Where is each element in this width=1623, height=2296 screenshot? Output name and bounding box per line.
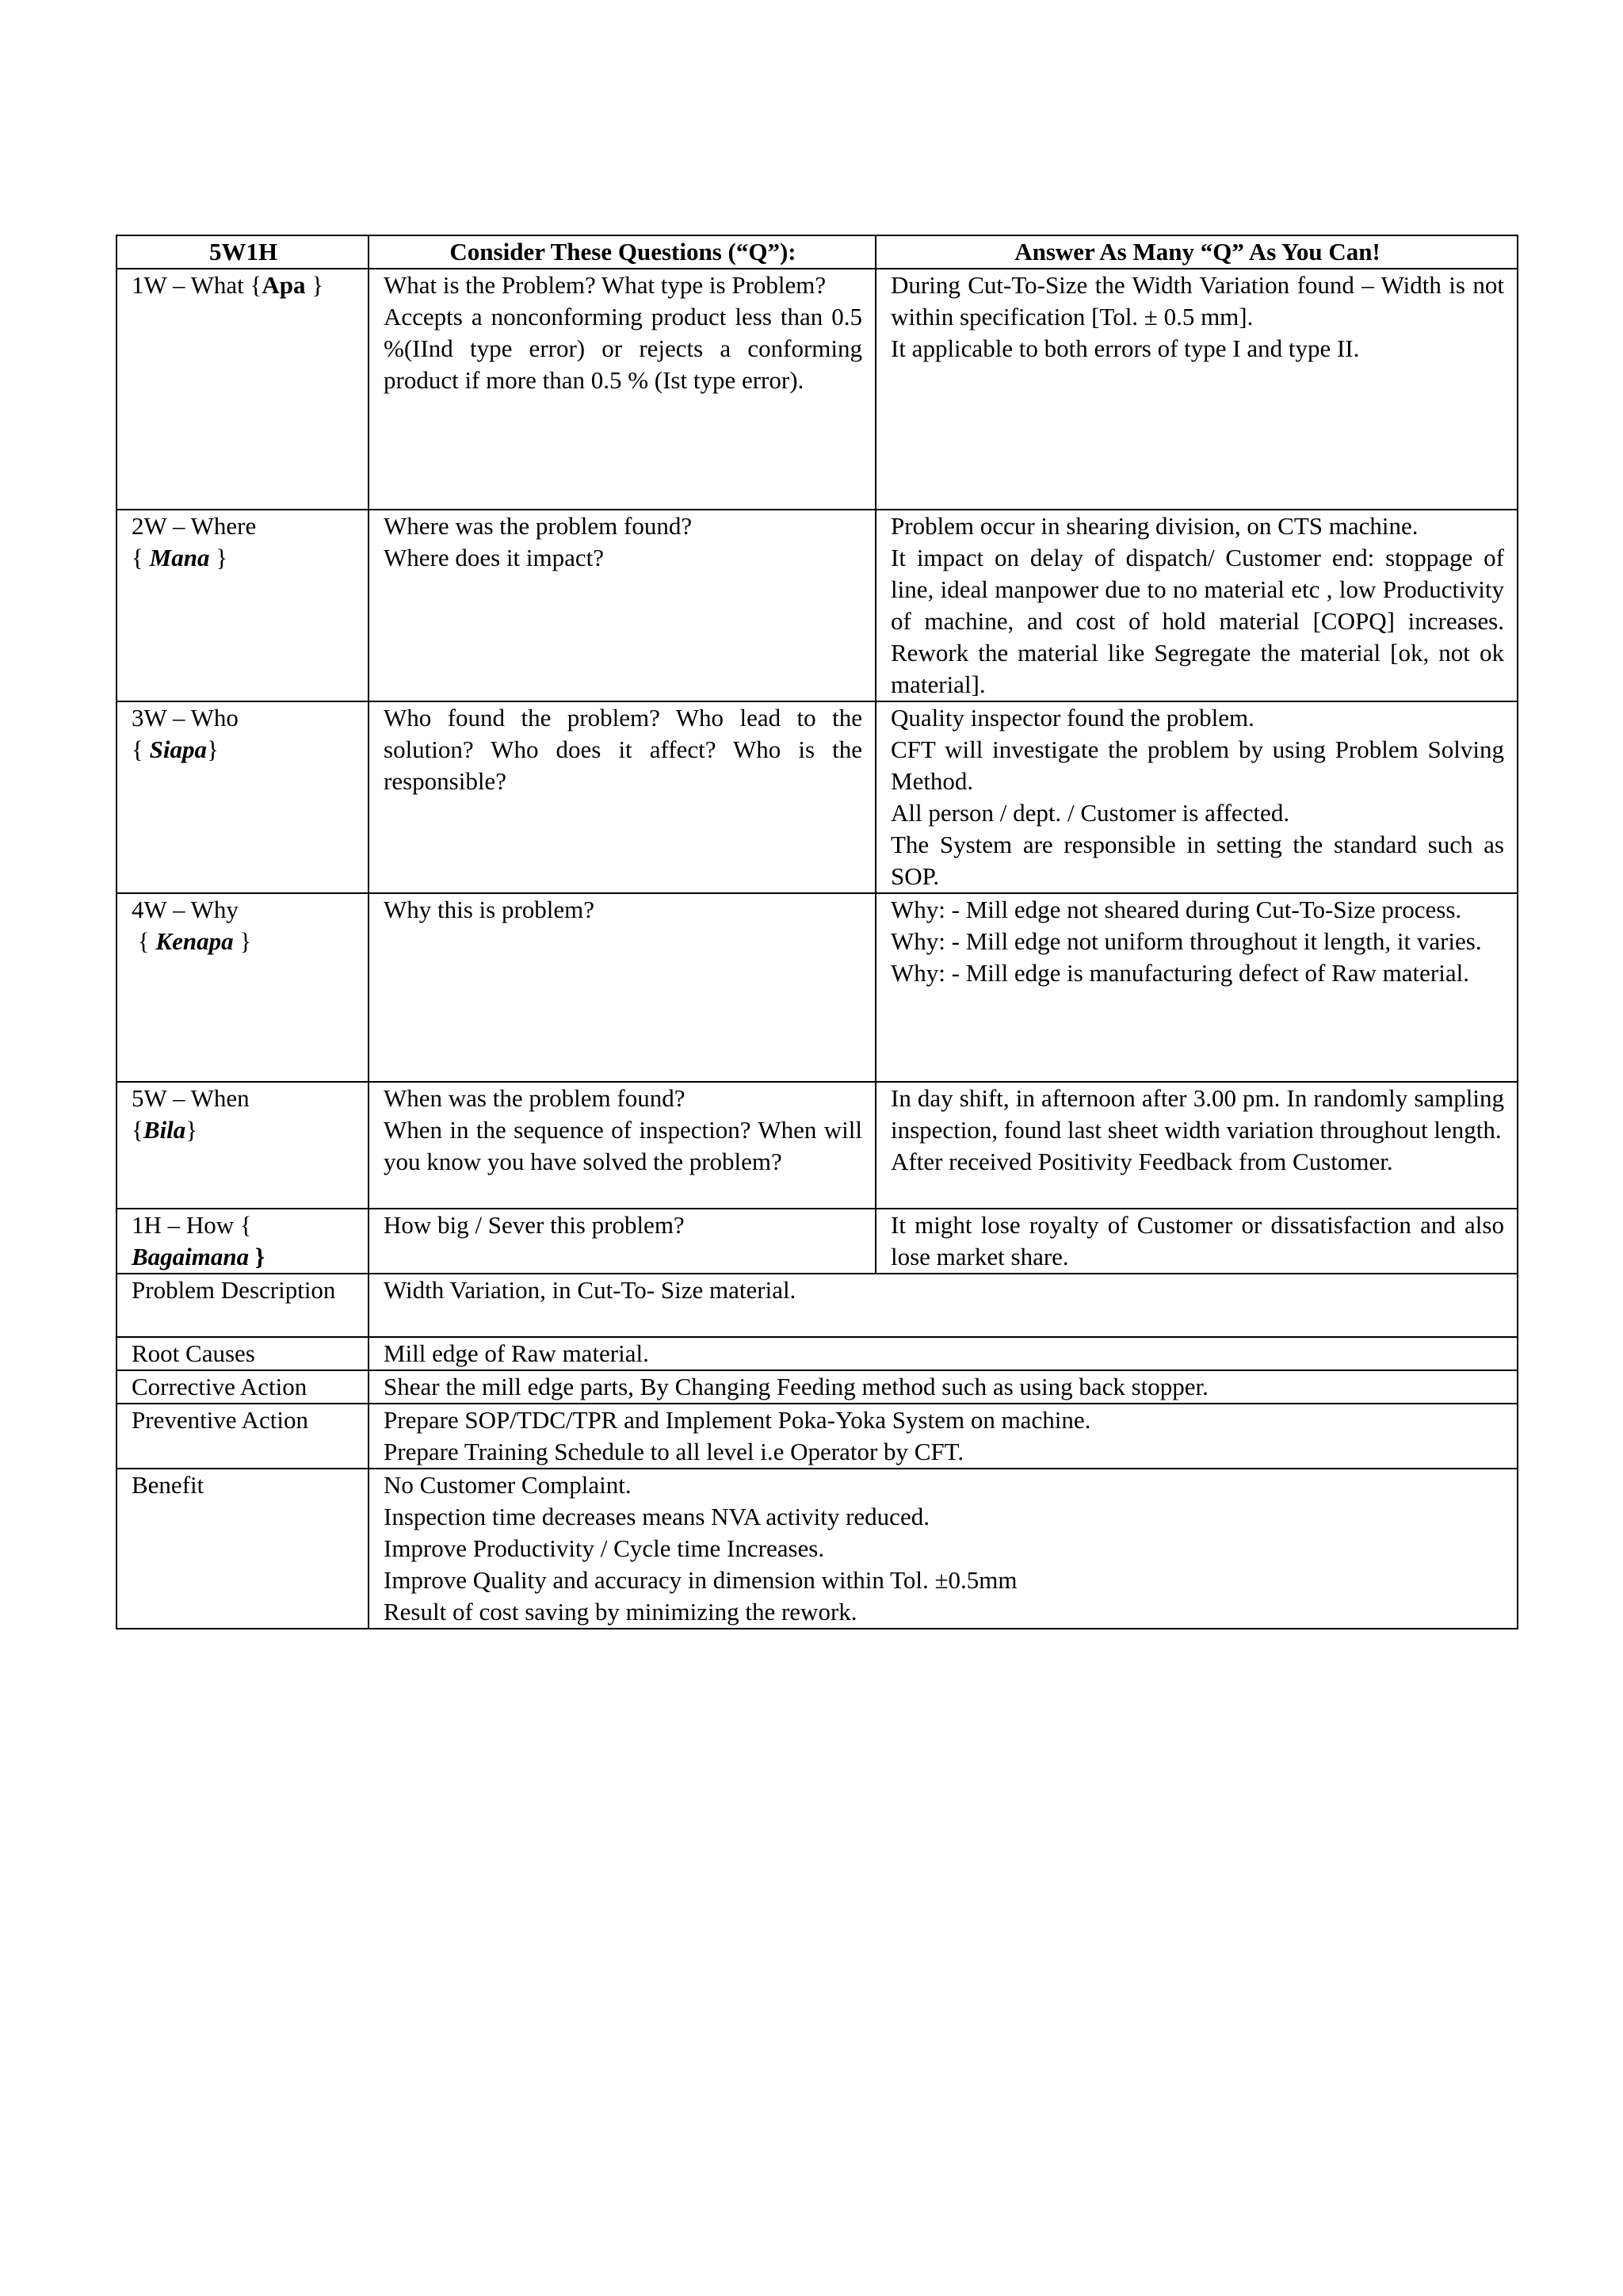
summary-label: Corrective Action	[116, 1370, 369, 1404]
row-label: 5W – When {Bila}	[116, 1082, 369, 1209]
row-label-keyword: Kenapa	[155, 927, 234, 955]
row-label: 2W – Where { Mana }	[116, 510, 369, 701]
table-row-corrective-action	[116, 1370, 1518, 1404]
summary-content: Shear the mill edge parts, By Changing Feeding method such as using back stopper.	[369, 1370, 1518, 1404]
5w1h-table	[116, 235, 1518, 1629]
questions-cell: Who found the problem? Who lead to the solution? Who does it affect? Who is the responsible?	[369, 701, 876, 893]
row-label-keyword: Apa	[262, 271, 306, 299]
table-row-where	[116, 510, 1518, 701]
summary-content: No Customer Complaint. Inspection time decreases means NVA activity reduced. Improve Productivity / Cycle time Increases. Improve Quality and accuracy in dimension within Tol. ±0.5mm Result of cost saving by minimizing the rework.	[369, 1469, 1518, 1629]
summary-label: Benefit	[116, 1469, 369, 1629]
header-questions: Consider These Questions (“Q”):	[369, 235, 876, 269]
header-5w1h: 5W1H	[116, 235, 369, 269]
answers-cell: Quality inspector found the problem. CFT will investigate the problem by using Problem Solving Method. All person / dept. / Customer is affected. The System are responsible in setting the standard such as SOP.	[876, 701, 1518, 893]
summary-content: Width Variation, in Cut-To- Size material.	[369, 1274, 1518, 1337]
table-row-benefit	[116, 1469, 1518, 1629]
questions-cell: When was the problem found? When in the sequence of inspection? When will you know you have solved the problem?	[369, 1082, 876, 1209]
table-row-preventive-action	[116, 1404, 1518, 1469]
questions-cell: Why this is problem?	[369, 893, 876, 1082]
row-label: 3W – Who { Siapa}	[116, 701, 369, 893]
row-label: 4W – Why { Kenapa }	[116, 893, 369, 1082]
row-label: 1W – What {Apa }	[116, 269, 369, 510]
summary-content: Mill edge of Raw material.	[369, 1337, 1518, 1370]
table-header-row	[116, 235, 1518, 269]
row-label: 1H – How { Bagaimana }	[116, 1209, 369, 1274]
table-row-when	[116, 1082, 1518, 1209]
questions-cell: How big / Sever this problem?	[369, 1209, 876, 1274]
answers-cell: Problem occur in shearing division, on CTS machine. It impact on delay of dispatch/ Customer end: stoppage of line, ideal manpower due to no material etc , low Productivity of machine, and cost of hold material [COPQ] increases. Rework the material like Segregate the material [ok, not ok material].	[876, 510, 1518, 701]
table-row-root-causes	[116, 1337, 1518, 1370]
table-row-what	[116, 269, 1518, 510]
answers-cell: Why: - Mill edge not sheared during Cut-To-Size process. Why: - Mill edge not uniform throughout it length, it varies. Why: - Mill edge is manufacturing defect of Raw material.	[876, 893, 1518, 1082]
questions-cell: What is the Problem? What type is Problem? Accepts a nonconforming product less than 0.5 %(IInd type error) or rejects a conforming product if more than 0.5 % (Ist type error).	[369, 269, 876, 510]
summary-content: Prepare SOP/TDC/TPR and Implement Poka-Yoka System on machine. Prepare Training Schedule to all level i.e Operator by CFT.	[369, 1404, 1518, 1469]
answers-cell: In day shift, in afternoon after 3.00 pm. In randomly sampling inspection, found last sheet width variation throughout length. After received Positivity Feedback from Customer.	[876, 1082, 1518, 1209]
row-label-keyword: Bila	[143, 1116, 186, 1144]
questions-cell: Where was the problem found? Where does it impact?	[369, 510, 876, 701]
row-label-keyword: Bagaimana	[132, 1243, 250, 1270]
table-row-how	[116, 1209, 1518, 1274]
summary-label: Preventive Action	[116, 1404, 369, 1469]
header-answers: Answer As Many “Q” As You Can!	[876, 235, 1518, 269]
table-row-why	[116, 893, 1518, 1082]
table-row-problem-description	[116, 1274, 1518, 1337]
row-label-keyword: Siapa	[149, 735, 207, 763]
summary-label: Problem Description	[116, 1274, 369, 1337]
answers-cell: It might lose royalty of Customer or dissatisfaction and also lose market share.	[876, 1209, 1518, 1274]
summary-label: Root Causes	[116, 1337, 369, 1370]
table-row-who	[116, 701, 1518, 893]
answers-cell: During Cut-To-Size the Width Variation found – Width is not within specification [Tol. ± 0.5 mm]. It applicable to both errors of type I and type II.	[876, 269, 1518, 510]
row-label-keyword: Mana	[149, 544, 210, 571]
